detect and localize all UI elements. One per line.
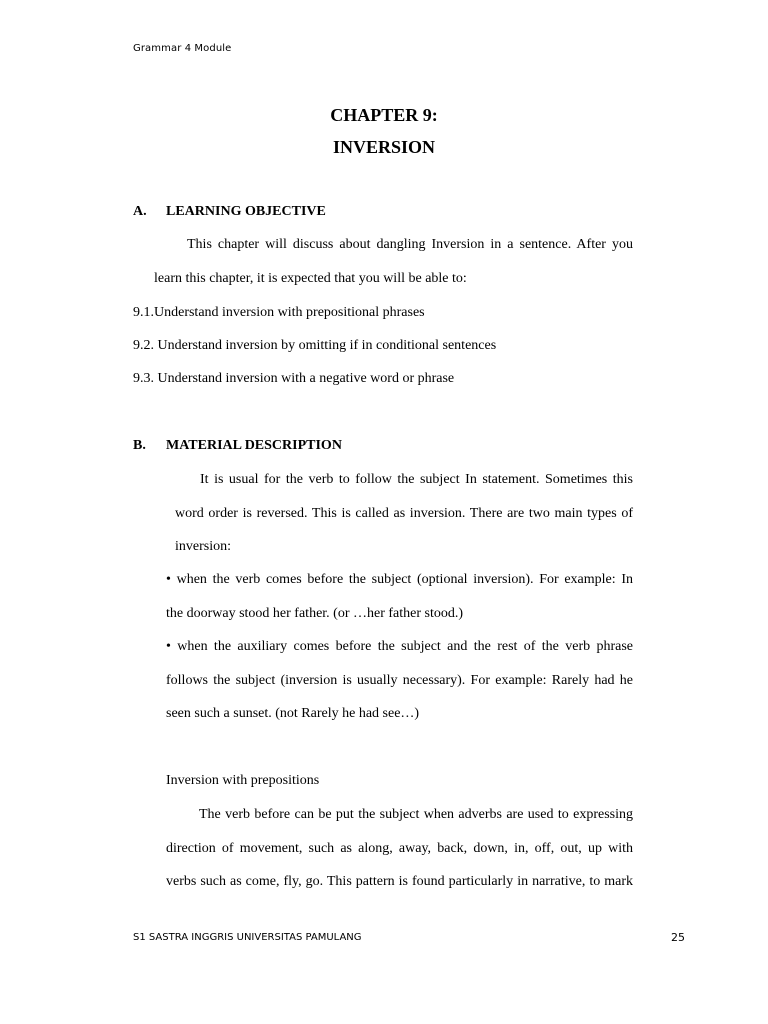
bullet-2-line: seen such a sunset. (not Rarely he had see…) [166, 706, 420, 721]
prepositions-paragraph-line: verbs such as come, fly, go. This pattern is found particularly in narrative, to mark [166, 874, 633, 889]
bullet-1-line: • when the verb comes before the subject (optional inversion). For example: In [166, 572, 633, 587]
section-a-heading: LEARNING OBJECTIVE [166, 204, 326, 219]
module-header: Grammar 4 Module [133, 43, 232, 54]
objective-intro-line-2: learn this chapter, it is expected that you will be able to: [154, 271, 467, 286]
objective-item: 9.3. Understand inversion with a negative word or phrase [133, 371, 455, 386]
objective-item: 9.2. Understand inversion by omitting if in conditional sentences [133, 338, 497, 353]
bullet-2-line: follows the subject (inversion is usually necessary). For example: Rarely had he [166, 673, 633, 688]
chapter-number: CHAPTER 9: [330, 105, 438, 125]
prepositions-paragraph-line: The verb before can be put the subject when adverbs are used to expressing [199, 807, 633, 822]
bullet-1-line: the doorway stood her father. (or …her father stood.) [166, 606, 464, 621]
material-paragraph-line: word order is reversed. This is called as inversion. There are two main types of [175, 506, 633, 521]
bullet-2-line: • when the auxiliary comes before the subject and the rest of the verb phrase [166, 639, 633, 654]
subheading-prepositions: Inversion with prepositions [166, 773, 320, 788]
chapter-title: INVERSION [332, 137, 436, 157]
page-number: 25 [671, 931, 685, 944]
footer-institution: S1 SASTRA INGGRIS UNIVERSITAS PAMULANG [133, 932, 362, 943]
material-paragraph-line: It is usual for the verb to follow the subject In statement. Sometimes this [200, 472, 633, 487]
prepositions-paragraph-line: direction of movement, such as along, away, back, down, in, off, out, up with [166, 841, 633, 856]
section-a-marker: A. [133, 204, 147, 219]
objective-item: 9.1.Understand inversion with prepositional phrases [133, 305, 425, 320]
section-b-heading: MATERIAL DESCRIPTION [166, 438, 342, 453]
objective-intro-line-1: This chapter will discuss about dangling Inversion in a sentence. After you [187, 237, 633, 252]
section-b-marker: B. [133, 438, 146, 453]
material-paragraph-line: inversion: [175, 539, 231, 554]
